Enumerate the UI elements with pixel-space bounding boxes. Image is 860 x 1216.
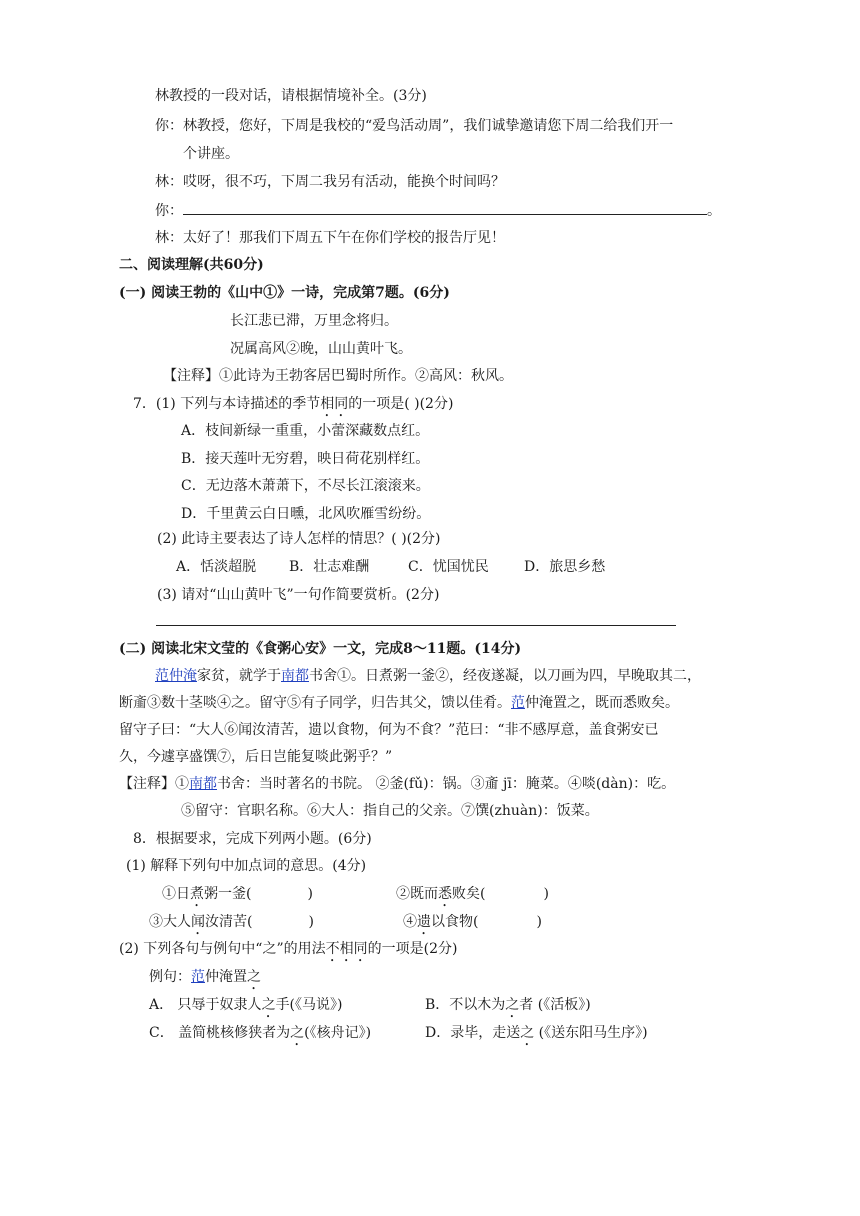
dialogue-you-1: 你：林教授，您好，下周是我校的“爱鸟活动周”，我们诚挚邀请您下周二给我们开一 [155,118,674,134]
link-nandu-note[interactable]: 南都 [189,776,217,792]
item-emphasis: 煮 [190,886,204,902]
option-text: (《送东阳马生序》) [534,1025,648,1041]
q8-2-option-d [425,1023,648,1049]
dialogue-intro: 林教授的一段对话，请根据情境补全。(3分) [155,88,427,104]
dialogue-lin-1: 林：哎呀，很不巧，下周二我另有活动，能换个时间吗？ [155,174,505,190]
item-text: 败矣( [452,886,486,902]
item-close: ) [543,886,549,902]
option-emphasis: 之 [520,1025,535,1041]
passage-line-1 [155,666,701,686]
passage-note-1 [119,774,675,794]
q8-2-option-c [149,1023,371,1049]
dialogue-you-2-prefix: 你： [155,203,183,219]
item-text: ④ [403,914,417,930]
dialogue-you-2 [155,200,721,221]
q7-1-emphasis: 相同 [320,396,349,412]
note-text: 【注释】① [119,776,189,792]
q7-1-text-end: 的一项是( )(2分) [348,396,454,412]
item-text: ③大人 [149,914,191,930]
item-text: 以食物( [431,914,479,930]
q7-1-text: 7．(1) 下列与本诗描述的季节 [133,396,321,412]
poem-line-1: 长江悲已滞，万里念将归。 [230,313,398,329]
option-text: 者 (《活板》) [519,997,591,1013]
q8-2-example [149,967,261,993]
q8: 8．根据要求，完成下列两小题。(6分) [133,831,372,847]
option-text: D．录毕，走送 [425,1025,521,1041]
passage-text: 家贫，就学于 [197,668,281,684]
passage-text: 书舍①。日煮粥一釜②，经夜遂凝，以刀画为四，早晚取其二， [309,668,701,684]
poem-line-2: 况属高风②晚，山山黄叶飞。 [230,341,412,357]
part2-heading: (二) 阅读北宋文莹的《食粥心安》一文，完成8～11题。(14分) [119,641,522,657]
poem-note: 【注释】①此诗为王勃客居巴蜀时所作。②高风：秋风。 [163,368,513,384]
q7-3-answer-line[interactable] [156,625,676,626]
q7-2: (2) 此诗主要表达了诗人怎样的情思？( )(2分) [157,531,441,547]
q7-option-b: B．接天莲叶无穷碧，映日荷花别样红。 [181,451,430,467]
item-text: 汝清苦( [205,914,253,930]
q8-2-text-end: 的一项是(2分) [367,941,458,957]
q7-option-c: C．无边落木萧萧下，不尽长江滚滚来。 [181,478,430,494]
q8-item-1 [162,884,313,910]
q7-3: (3) 请对“山山黄叶飞”一句作简要赏析。(2分) [157,587,440,603]
answer-blank[interactable] [183,200,707,215]
option-emphasis: 之 [505,997,520,1013]
q8-1: (1) 解释下列句中加点词的意思。(4分) [126,858,367,874]
passage-line-4: 久，今遽享盛馔⑦，后日岂能复啖此粥乎？” [119,749,393,765]
example-text: 仲淹置 [205,969,247,985]
section-heading: 二、阅读理解(共60分) [119,257,264,273]
item-emphasis: 闻 [191,914,205,930]
option-emphasis: 之 [290,1025,305,1041]
dialogue-lin-2: 林：太好了！那我们下周五下午在你们学校的报告厅见！ [155,230,505,246]
link-fan[interactable]: 范 [511,695,525,711]
dialogue-you-2-suffix: 。 [707,203,721,219]
option-text: B．不以木为 [425,997,506,1013]
link-fan-example[interactable]: 范 [191,969,205,985]
item-close: ) [536,914,542,930]
option-text: C． 盖简桃核修狭者为 [149,1025,291,1041]
item-close: ) [308,914,314,930]
q8-2-emphasis: 不相同 [325,941,368,957]
q7-option-d: D．千里黄云白日曛，北风吹雁雪纷纷。 [181,506,431,522]
item-emphasis: 悉 [438,886,452,902]
q7-1 [133,394,453,420]
item-text: 粥一釜( [204,886,252,902]
part1-heading: (一) 阅读王勃的《山中①》一诗，完成第7题。(6分) [119,285,450,301]
dialogue-you-1-cont: 个讲座。 [183,146,239,162]
option-text: A． 只辱于奴隶人 [149,997,262,1013]
passage-text: 断齑③数十茎啖④之。留守⑤有子同学，归告其父，馈以佳肴。 [119,695,511,711]
q7-2-option-c: C．忧国忧民 [408,559,489,575]
passage-line-2 [119,693,679,713]
passage-text: 仲淹置之，既而悉败矣。 [525,695,679,711]
q8-2-option-b [425,995,591,1021]
item-text: ②既而 [396,886,438,902]
q8-2-option-a [149,995,343,1021]
passage-note-2: ⑤留守：官职名称。⑥大人：指自己的父亲。⑦馔(zhuàn)：饭菜。 [181,803,599,819]
q8-2-text: (2) 下列各句与例句中“之”的用法 [119,941,326,957]
q8-item-4 [403,912,542,938]
note-text: 书舍：当时著名的书院。 ②釜(fǔ)：锅。③齑 jī：腌菜。④啖(dàn)：吃。 [217,776,676,792]
example-label: 例句： [149,969,191,985]
q7-2-option-a: A．恬淡超脱 [176,559,257,575]
q8-2 [119,939,457,965]
item-close: ) [307,886,313,902]
option-emphasis: 之 [261,997,276,1013]
example-emphasis: 之 [247,969,261,985]
link-nandu[interactable]: 南都 [281,668,309,684]
q7-2-option-d: D．旅思乡愁 [524,559,606,575]
option-text: (《核舟记》) [304,1025,372,1041]
link-fan-zhongyan[interactable]: 范仲淹 [155,668,197,684]
item-emphasis: 遗 [417,914,431,930]
q7-option-a: A．枝间新绿一重重，小蕾深藏数点红。 [181,423,430,439]
q8-item-3 [149,912,314,938]
item-text: ①日 [162,886,190,902]
q7-2-option-b: B．壮志难酬 [289,559,370,575]
option-text: 手(《马说》) [275,997,343,1013]
q8-item-2 [396,884,549,910]
passage-line-3: 留守子曰：“大人⑥闻汝清苦，遗以食物，何为不食？”范曰：“非不感厚意，盖食粥安已 [119,722,659,738]
